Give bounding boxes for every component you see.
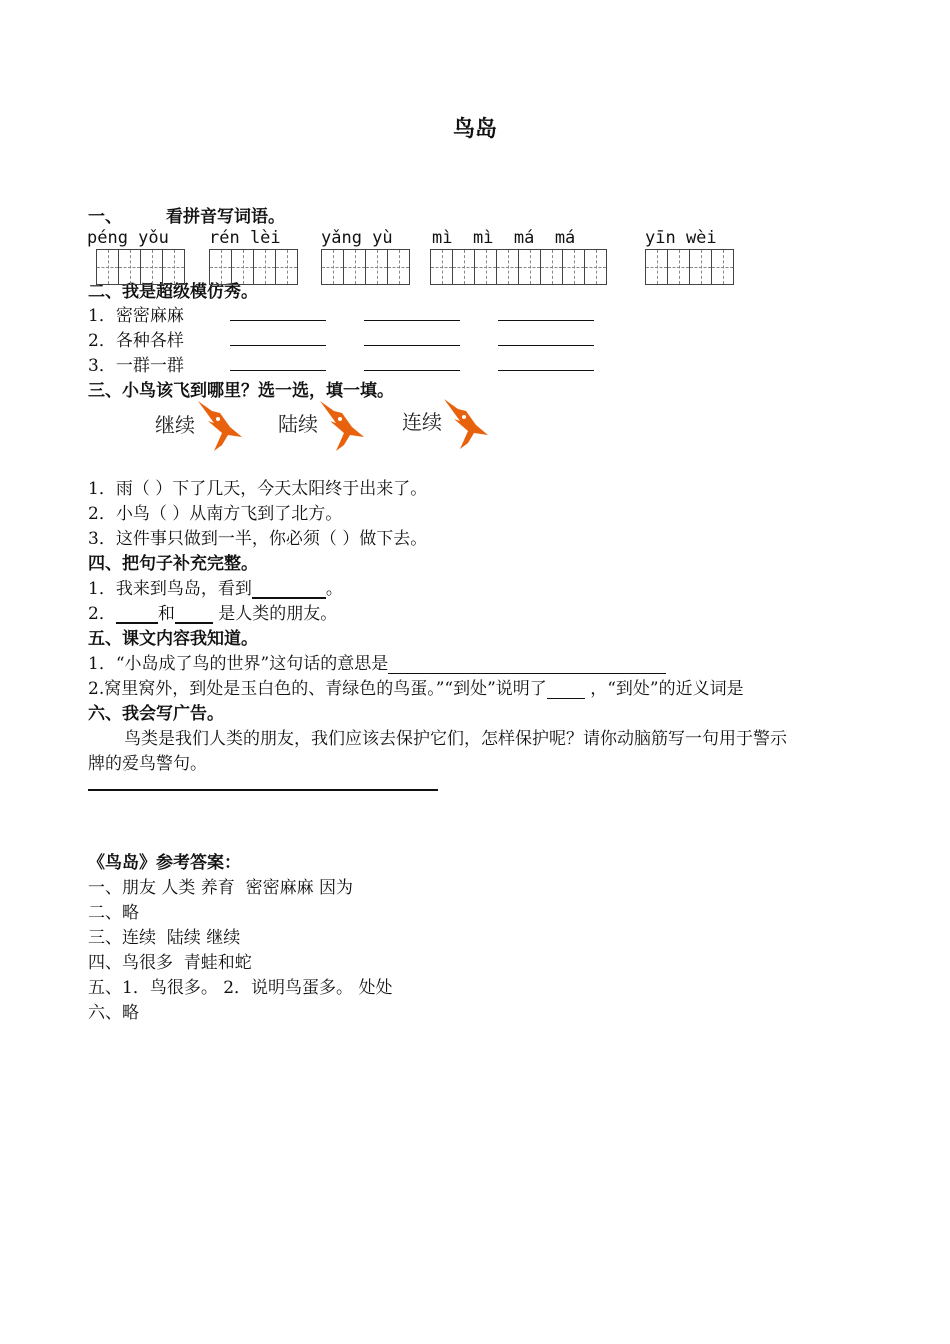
answer-blank[interactable] [116, 604, 158, 624]
answer-blank[interactable] [364, 370, 460, 371]
question-text: 1．“小岛成了鸟的世界”这句话的意思是 [88, 654, 389, 674]
bird-label-consecutive: 连续 [402, 410, 442, 434]
question-text: ，“到处”的近义词是 [584, 679, 744, 699]
writing-grid-5[interactable] [645, 249, 734, 285]
sentence-text: 2． [88, 604, 116, 624]
imitate-item-2: 2．各种各样 [88, 331, 184, 351]
pinyin-5: yīn wèi [645, 228, 717, 248]
section1-heading [88, 202, 285, 227]
answer-line-4: 四、鸟很多 青蛙和蛇 [88, 953, 252, 973]
section1-heading-text: 看拼音写词语。 [166, 207, 285, 227]
complete-sentence-1 [88, 574, 343, 599]
content-question-1 [88, 649, 666, 674]
section4-heading: 四、把句子补充完整。 [88, 554, 258, 574]
section2-heading: 二、我是超级模仿秀。 [88, 282, 258, 302]
answer-blank[interactable] [388, 655, 666, 674]
sentence-text: 是人类的朋友。 [212, 604, 338, 624]
answer-line-1: 一、朋友 人类 养育 密密麻麻 因为 [88, 878, 354, 898]
bird-icon [314, 399, 368, 455]
answer-blank[interactable] [498, 320, 594, 321]
sentence-text: 和 [157, 604, 175, 624]
pinyin-4: mì mì má má [432, 228, 576, 248]
answer-blank[interactable] [230, 345, 326, 346]
answer-blank[interactable] [230, 370, 326, 371]
answer-blank[interactable] [498, 370, 594, 371]
complete-sentence-2 [88, 599, 337, 624]
sentence-text: 。 [325, 579, 343, 599]
writing-grid-3[interactable] [321, 249, 410, 285]
sentence-text: 1．我来到鸟岛，看到 [88, 579, 252, 599]
section3-heading: 三、小鸟该飞到哪里？选一选，填一填。 [88, 381, 394, 401]
pinyin-3: yǎng yù [321, 228, 393, 248]
section1-heading-number: 一、 [88, 207, 122, 227]
answer-blank[interactable] [364, 345, 460, 346]
answer-line-2: 二、略 [88, 903, 139, 923]
bird-label-continue: 继续 [155, 413, 195, 437]
ad-paragraph-line2: 牌的爱鸟警句。 [88, 754, 207, 774]
pinyin-1: péng yǒu [87, 228, 169, 248]
slogan-answer-line[interactable] [88, 789, 438, 791]
content-question-2 [88, 674, 744, 699]
pinyin-2: rén lèi [209, 228, 281, 248]
bird-label-successively: 陆续 [278, 412, 318, 436]
question-text: 2.窝里窝外，到处是玉白色的、青绿色的鸟蛋。”“到处”说明了 [88, 679, 547, 699]
bird-icon [192, 399, 246, 455]
answers-heading: 《鸟岛》参考答案： [88, 853, 241, 873]
imitate-item-3: 3．一群一群 [88, 356, 184, 376]
bird-icon [438, 397, 492, 453]
imitate-item-1: 1．密密麻麻 [88, 306, 184, 326]
fill-item-2: 2．小鸟（ ）从南方飞到了北方。 [88, 504, 343, 524]
answer-blank[interactable] [547, 680, 585, 699]
section6-heading: 六、我会写广告。 [88, 704, 224, 724]
writing-grid-4[interactable] [430, 249, 607, 285]
answer-blank[interactable] [498, 345, 594, 346]
fill-item-1: 1．雨（ ）下了几天，今天太阳终于出来了。 [88, 479, 428, 499]
answer-blank[interactable] [175, 604, 213, 624]
section5-heading: 五、课文内容我知道。 [88, 629, 258, 649]
page-title: 鸟岛 [452, 117, 497, 142]
fill-item-3: 3．这件事只做到一半，你必须（ ）做下去。 [88, 529, 428, 549]
writing-grid-1[interactable] [96, 249, 185, 285]
answer-line-3: 三、连续 陆续 继续 [88, 928, 241, 948]
answer-blank[interactable] [364, 320, 460, 321]
answer-blank[interactable] [230, 320, 326, 321]
answer-blank[interactable] [252, 579, 326, 599]
answer-line-6: 六、略 [88, 1003, 139, 1023]
answer-line-5: 五、1．鸟很多。 2．说明鸟蛋多。 处处 [88, 978, 393, 998]
writing-grid-2[interactable] [209, 249, 298, 285]
ad-paragraph-line1: 鸟类是我们人类的朋友，我们应该去保护它们，怎样保护呢？请你动脑筋写一句用于警示 [124, 729, 787, 749]
